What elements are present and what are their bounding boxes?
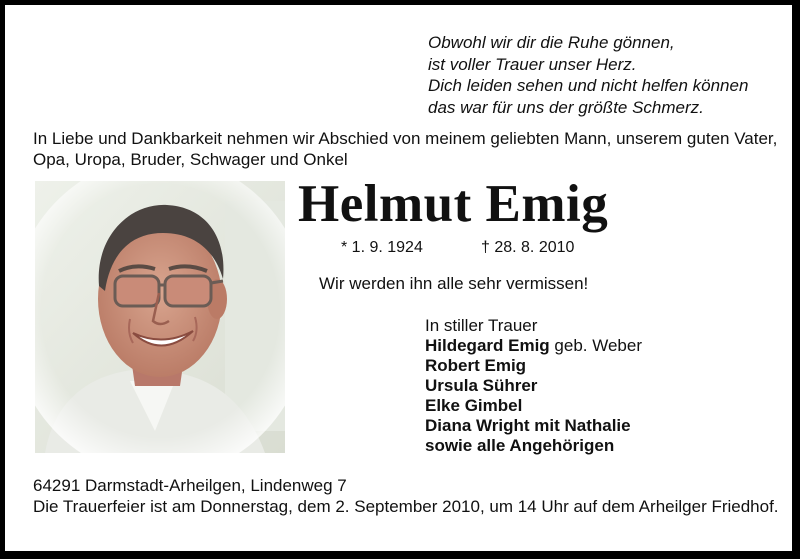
- mourner-name: Ursula Sührer: [425, 376, 538, 395]
- poem: [428, 32, 748, 118]
- birth-date: * 1. 9. 1924: [341, 239, 423, 256]
- farewell-message: Wir werden ihn alle sehr vermissen!: [319, 274, 589, 293]
- mourner-name: Hildegard Emig: [425, 336, 550, 355]
- poem-line: Obwohl wir dir die Ruhe gönnen,: [428, 33, 675, 52]
- poem-line: ist voller Trauer unser Herz.: [428, 54, 637, 74]
- address: 64291 Darmstadt-Arheilgen, Lindenweg 7: [33, 476, 347, 495]
- mourner-name: Robert Emig: [425, 356, 527, 375]
- mourner-name: sowie alle Angehörigen: [425, 436, 615, 455]
- mourner-suffix: geb. Weber: [549, 336, 642, 355]
- mourner-entry: [425, 336, 642, 356]
- mourner-name: Diana Wright mit Nathalie: [425, 416, 631, 435]
- deceased-name: Helmut Emig: [298, 175, 609, 233]
- poem-line: Dich leiden sehen und nicht helfen können: [428, 76, 749, 95]
- portrait-illustration: [35, 181, 285, 453]
- death-date: † 28. 8. 2010: [481, 239, 575, 256]
- portrait-photo: [35, 181, 285, 453]
- poem-line: das war für uns der größte Schmerz.: [428, 97, 704, 117]
- mourners-heading: In stiller Trauer: [425, 316, 538, 335]
- funeral-info: Die Trauerfeier ist am Donnerstag, dem 2. September 2010, um 14 Uhr auf dem Arheilger Friedhof.: [33, 497, 779, 516]
- mourner-name: Elke Gimbel: [425, 396, 523, 415]
- footer: [33, 475, 783, 517]
- intro-text: In Liebe und Dankbarkeit nehmen wir Abschied von meinem geliebten Mann, unserem guten Vater, Opa, Uropa, Bruder, Schwager und Onkel: [33, 129, 778, 169]
- obituary-notice: [5, 5, 792, 551]
- mourners-list: [425, 316, 642, 456]
